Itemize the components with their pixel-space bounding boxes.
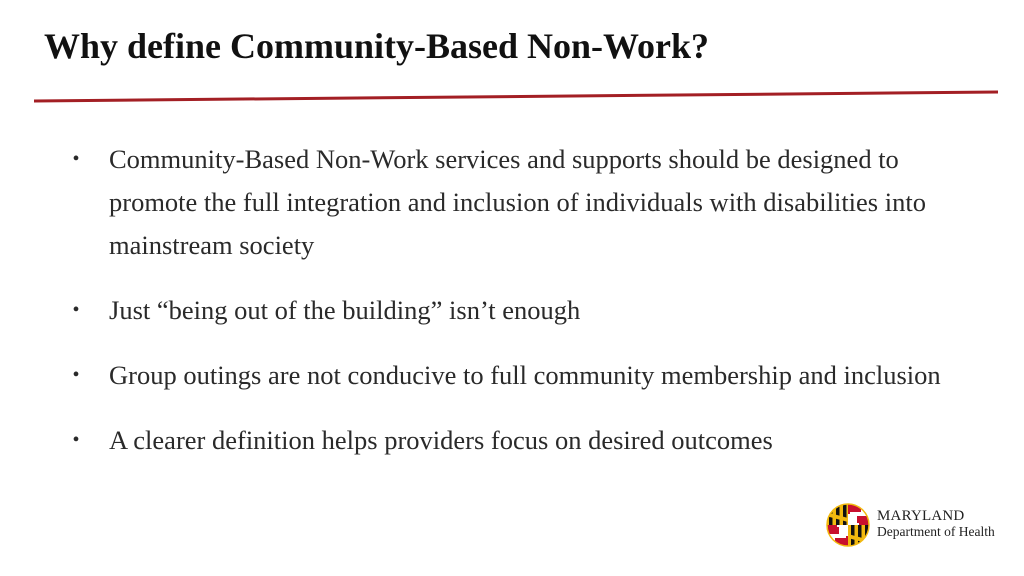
maryland-health-logo [826,503,1016,549]
bullet-list [64,138,944,484]
maryland-flag-icon [826,503,870,547]
bullet-item [64,289,944,332]
bullet-marker: • [72,148,80,170]
bullet-item [64,419,944,462]
bullet-item [64,354,944,397]
bullet-text: Group outings are not conducive to full community membership and inclusion [109,360,941,390]
logo-wordmark [877,509,995,540]
bullet-text: A clearer definition helps providers focus on desired outcomes [109,425,773,455]
bullet-marker: • [72,429,80,451]
slide-title: Why define Community-Based Non-Work? [44,26,710,66]
bullet-text: Community-Based Non-Work services and supports should be designed to promote the full integration and inclusion of individuals with disabilities into mainstream society [109,144,926,260]
bullet-marker: • [72,364,80,386]
bullet-marker: • [72,299,80,321]
logo-department-name: Department of Health [877,524,995,539]
bullet-item [64,138,944,267]
logo-state-name: MARYLAND [877,508,965,524]
bullet-text: Just “being out of the building” isn’t enough [109,295,581,325]
